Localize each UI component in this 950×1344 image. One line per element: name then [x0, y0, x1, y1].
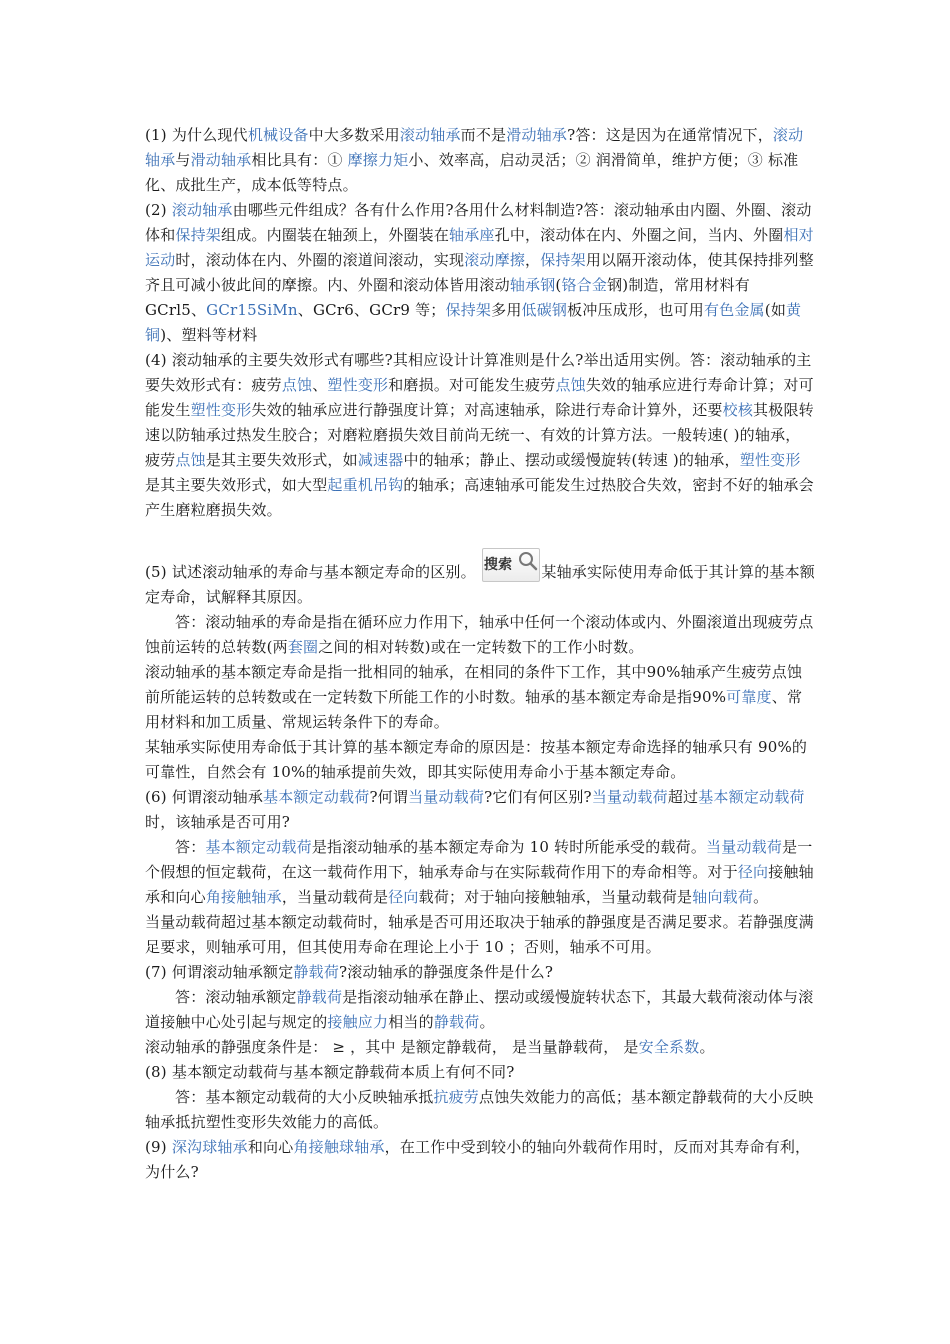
keyword-link[interactable]: 滚动轴承 — [171, 201, 233, 219]
paragraph — [145, 123, 815, 198]
text-run: 是指滚动轴承的基本额定寿命为 10 转时所能承受的载荷。 — [311, 838, 707, 856]
keyword-link[interactable]: 静载荷 — [433, 1013, 480, 1031]
paragraph — [145, 1085, 815, 1135]
document-body — [145, 123, 815, 1185]
paragraph — [145, 910, 815, 960]
text-run: (如 — [764, 301, 787, 319]
text-run: 、常用材料和加工质量、常规运转条件下的寿命。 — [145, 688, 803, 731]
keyword-link[interactable]: 起重机吊钩 — [327, 476, 404, 494]
text-run: ?滚动轴承的静强度条件是什么? — [339, 963, 554, 981]
keyword-link[interactable]: 基本额定动载荷 — [263, 788, 370, 806]
text-run: 用以隔开滚动体，使其保持排列整齐且可减小彼此间的摩擦。内、外圈和滚动体皆用滚动 — [145, 251, 814, 294]
text-run: 时，滚动体在内、外圈的滚道间滚动，实现 — [175, 251, 465, 269]
text-run: ?它们有何区别? — [484, 788, 592, 806]
keyword-link[interactable]: 轴承钢 — [509, 276, 556, 294]
text-run: 而不是 — [460, 126, 507, 144]
paragraph — [145, 735, 815, 785]
keyword-link[interactable]: 滑动轴承 — [506, 126, 568, 144]
paragraph — [145, 835, 815, 910]
text-run: 。 — [479, 1013, 495, 1031]
paragraph — [145, 198, 815, 348]
paragraph: 定寿命，试解释其原因。 — [145, 588, 313, 606]
keyword-link[interactable]: 保持架 — [175, 226, 222, 244]
text-run: 和向心 — [247, 1138, 294, 1156]
text-run: 当量动载荷超过基本额定动载荷时，轴承是否可用还取决于轴承的静强度是否满足要求。若静强度满足要求，则轴承可用，但其使用寿命在理论上小于 10 ；否则，轴承不可用。 — [145, 913, 814, 956]
paragraph — [145, 348, 815, 523]
text-run: (1) 为什么现代 — [145, 126, 248, 144]
keyword-link[interactable]: 铬合金 — [561, 276, 608, 294]
text-run: 接触轴承和向心 — [145, 863, 814, 906]
paragraph — [145, 1135, 815, 1185]
search-button[interactable] — [482, 548, 541, 582]
text-run: ，当量动载荷是 — [281, 888, 389, 906]
text-run: 。 — [699, 1038, 715, 1056]
text-run: (5) 试述滚动轴承的寿命与基本额定寿命的区别。 — [145, 563, 476, 581]
keyword-link[interactable]: 点蚀 — [555, 376, 586, 394]
text-run: ， — [525, 251, 541, 269]
keyword-link[interactable]: 滚动轴承 — [145, 126, 804, 169]
keyword-link[interactable]: 静载荷 — [296, 988, 343, 1006]
keyword-link[interactable]: 安全系数 — [638, 1038, 700, 1056]
paragraph-spacer — [145, 523, 815, 548]
keyword-link[interactable]: 滚动摩擦 — [464, 251, 526, 269]
keyword-link[interactable]: 塑性变形 — [739, 451, 801, 469]
text-run: 是指滚动轴承在静止、摆动或缓慢旋转状态下，其最大载荷滚动体与滚道接触中心处引起与规定的 — [145, 988, 814, 1031]
paragraph — [145, 785, 815, 835]
search-button-label: 搜索 — [483, 556, 513, 573]
text-run: 孔中，滚动体在内、外圈之间，当内、外圈 — [494, 226, 784, 244]
text-run: 中的轴承；静止、摆动或缓慢旋转(转速 )的轴承， — [403, 451, 740, 469]
keyword-link[interactable]: 有色金属 — [703, 301, 765, 319]
text-run: (7) 何谓滚动轴承额定 — [145, 963, 294, 981]
text-run: 小、效率高，启动灵活；② 润滑简单，维护方便；③ 标准化、成批生产，成本低等特点。 — [145, 151, 799, 194]
keyword-link[interactable]: 基本额定动载荷 — [205, 838, 312, 856]
text-run: 失效的轴承应进行静强度计算；对高速轴承，除进行寿命计算外，还要 — [251, 401, 723, 419]
text-run: 。 — [753, 888, 769, 906]
paragraph — [145, 660, 815, 735]
text-run: 答：基本额定动载荷的大小反映轴承抵 — [175, 1088, 434, 1106]
text-run: 多用 — [491, 301, 522, 319]
text-run: 与 — [175, 151, 191, 169]
magnifier-icon — [518, 551, 538, 580]
keyword-link[interactable]: 点蚀 — [281, 376, 313, 394]
keyword-link[interactable]: 滚动轴承 — [399, 126, 461, 144]
keyword-link[interactable]: 角接触球轴承 — [293, 1138, 385, 1156]
text-run: 是其主要失效形式，如大型 — [145, 476, 328, 494]
keyword-link[interactable]: 塑性变形 — [327, 376, 389, 394]
keyword-link[interactable]: GCr15SiMn — [206, 301, 298, 319]
text-run: 是一个假想的恒定载荷，在这一载荷作用下，轴承寿命与在实际载荷作用下的寿命相等。对于 — [145, 838, 813, 881]
text-run: 、 — [312, 376, 328, 394]
text-run: 相比具有：① — [251, 151, 348, 169]
text-run: )、塑料等材料 — [160, 326, 258, 344]
keyword-link[interactable]: 静载荷 — [293, 963, 340, 981]
paragraph — [145, 985, 815, 1035]
paragraph — [145, 1035, 815, 1060]
paragraph — [145, 1060, 815, 1085]
keyword-link[interactable]: 摩擦力矩 — [347, 151, 409, 169]
text-run: (8) 基本额定动载荷与基本额定静载荷本质上有何不同? — [145, 1063, 515, 1081]
keyword-link[interactable]: 轴承座 — [449, 226, 495, 244]
text-run: 答： — [175, 838, 206, 856]
text-run: 超过 — [667, 788, 699, 806]
text-run: 答：滚动轴承额定 — [175, 988, 297, 1006]
text-run: 失效的轴承应进行寿命计算；对可能发生 — [145, 376, 814, 419]
keyword-link[interactable]: 滑动轴承 — [190, 151, 252, 169]
text-run: 载荷；对于轴向接触轴承，当量动载荷是 — [418, 888, 693, 906]
text-run: 是其主要失效形式，如 — [205, 451, 358, 469]
text-run: 的轴承；高速轴承可能发生过热胶合失效，密封不好的轴承会产生磨粒磨损失效。 — [145, 476, 814, 519]
keyword-link[interactable]: 校核 — [722, 401, 754, 419]
paragraph — [145, 610, 815, 660]
text-run: 时，该轴承是否可用? — [145, 813, 291, 831]
text-run: 某轴承实际使用寿命低于其计算的基本额定寿命的原因是：按基本额定寿命选择的轴承只有 90%的可靠性，自然会有 10%的轴承提前失效，即其实际使用寿命小于基本额定寿命。 — [145, 738, 808, 781]
text-run: 钢)制造，常用材料有 GCrl5、 — [145, 276, 750, 319]
text-run: 由哪些元件组成？各有什么作用?各用什么材料制造?答：滚动轴承由内圈、外圈、滚动体和 — [145, 201, 812, 244]
text-run: ，在工作中受到较小的轴向外载荷作用时，反而对其寿命有利，为什么? — [145, 1138, 811, 1181]
paragraph — [145, 960, 815, 985]
keyword-link[interactable]: 可靠度 — [726, 688, 772, 706]
keyword-link[interactable]: 塑性变形 — [190, 401, 252, 419]
keyword-link[interactable]: 轴向载荷 — [692, 888, 754, 906]
text-run: 滚动轴承的静强度条件是： ≥ ，其中 是额定静载荷， 是当量静载荷， 是 — [145, 1038, 639, 1056]
keyword-link[interactable]: 径向 — [388, 888, 419, 906]
question-5-heading-line — [145, 548, 815, 585]
text-run: 答：滚动轴承的寿命是指在循环应力作用下，轴承中任何一个滚动体或内、外圈滚道出现疲劳点蚀前运转的总转数(两 — [145, 613, 814, 656]
text-run: 某轴承实际使用寿命低于其计算的基本额 — [541, 563, 815, 581]
keyword-link[interactable]: 径向 — [737, 863, 769, 881]
text-run: 之间的相对转数)或在一定转数下的工作小时数。 — [318, 638, 644, 656]
text-run: 中大多数采用 — [308, 126, 400, 144]
text-run: 组成。内圈装在轴颈上，外圈装在 — [221, 226, 450, 244]
text-run: (9) — [145, 1138, 172, 1156]
text-run: (6) 何谓滚动轴承 — [145, 788, 264, 806]
keyword-link[interactable]: 黄铜 — [145, 301, 802, 344]
text-run: 和磨损。对可能发生疲劳 — [388, 376, 556, 394]
keyword-link[interactable]: 基本额定动载荷 — [698, 788, 805, 806]
keyword-link[interactable]: 保持架 — [540, 251, 586, 269]
text-run: 相当的 — [388, 1013, 434, 1031]
keyword-link[interactable]: 相对运动 — [145, 226, 814, 269]
keyword-link[interactable]: 接触应力 — [327, 1013, 389, 1031]
text-run: 点蚀失效能力的高低；基本额定静载荷的大小反映轴承抵抗塑性变形失效能力的高低。 — [145, 1088, 814, 1131]
text-run: ?答：这是因为在通常情况下， — [567, 126, 773, 144]
keyword-link[interactable]: 抗疲劳 — [433, 1088, 480, 1106]
keyword-link[interactable]: 低碳钢 — [521, 301, 568, 319]
keyword-link[interactable]: 角接触轴承 — [205, 888, 282, 906]
keyword-link[interactable]: 当量动载荷 — [408, 788, 485, 806]
keyword-link[interactable]: 保持架 — [445, 301, 492, 319]
text-run: ( — [555, 276, 562, 294]
text-run: 滚动轴承的基本额定寿命是指一批相同的轴承，在相同的条件下工作，其中90%轴承产生疲劳点蚀前所能运转的总转数或在一定转数下所能工作的小时数。轴承的基本额定寿命是指90% — [145, 663, 803, 706]
text-run: (4) 滚动轴承的主要失效形式有哪些?其相应设计计算准则是什么?举出适用实例。答：滚动轴承的主要失效形式有：疲劳 — [145, 351, 812, 394]
keyword-link[interactable]: 机械设备 — [247, 126, 309, 144]
keyword-link[interactable]: 点蚀 — [175, 451, 206, 469]
text-run: ?何谓 — [369, 788, 409, 806]
keyword-link[interactable]: 深沟球轴承 — [171, 1138, 248, 1156]
keyword-link[interactable]: 当量动载荷 — [706, 838, 783, 856]
text-run: 、GCr6、GCr9 等； — [297, 301, 446, 319]
keyword-link[interactable]: 套圈 — [287, 638, 319, 656]
keyword-link[interactable]: 减速器 — [357, 451, 404, 469]
text-run: 板冲压成形，也可用 — [567, 301, 704, 319]
keyword-link[interactable]: 当量动载荷 — [591, 788, 668, 806]
text-run: 其极限转速以防轴承过热发生胶合；对磨粒磨损失效目前尚无统一、有效的计算方法。一般转速( )的轴承，疲劳 — [145, 401, 814, 469]
text-run: (2) — [145, 201, 172, 219]
